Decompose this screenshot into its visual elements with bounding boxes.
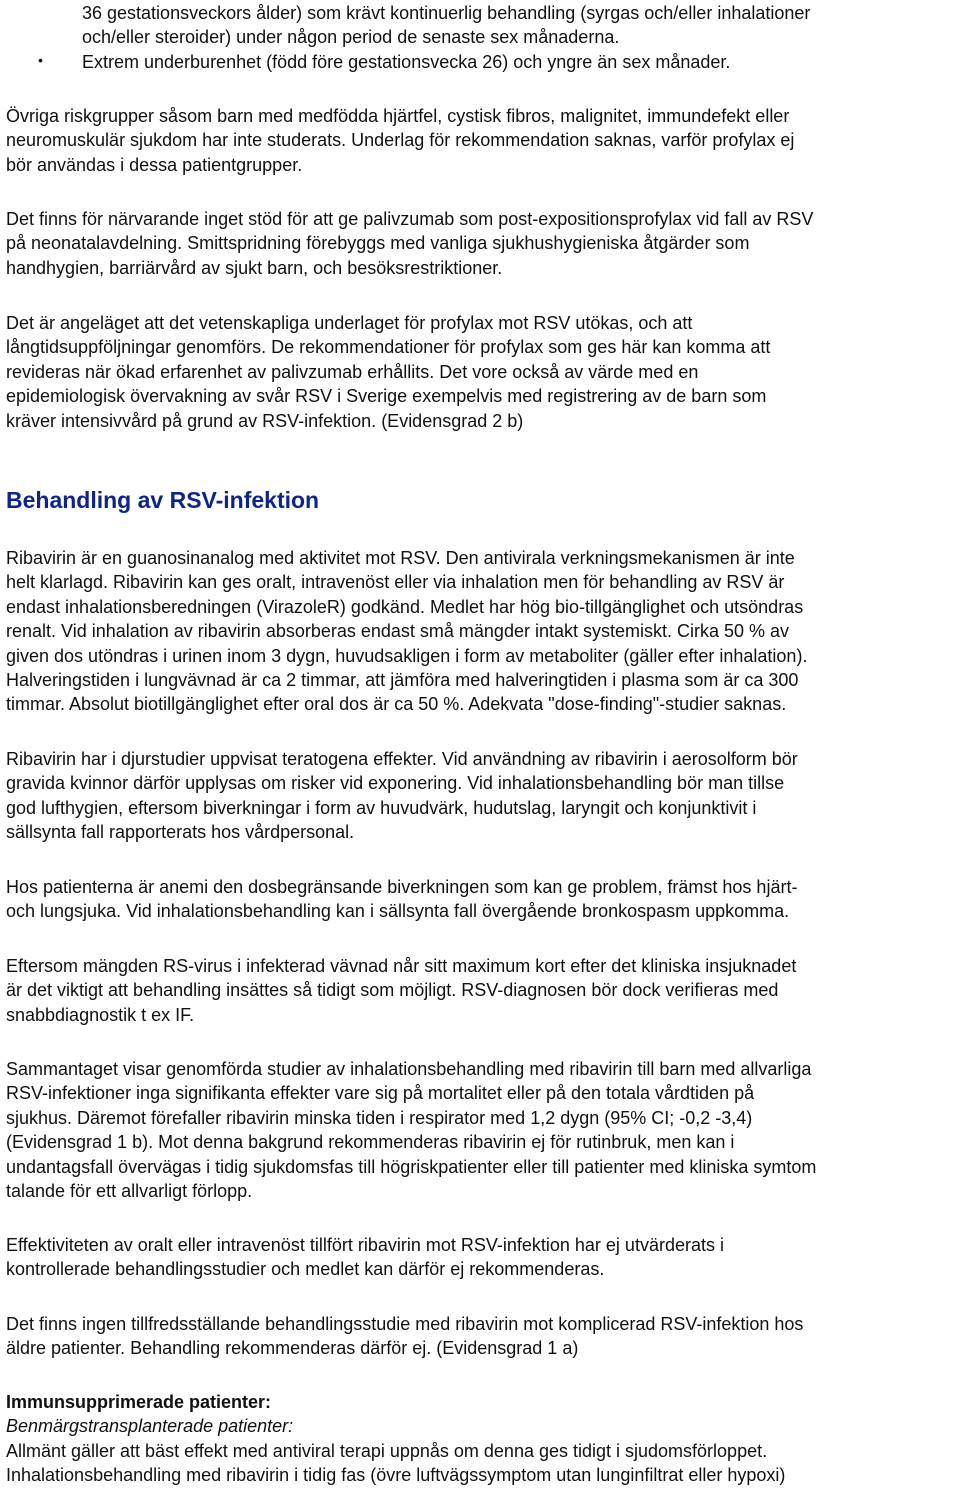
text-line: revideras när ökad erfarenhet av palivzumab erhållits. Det vore också av värde med en (6, 361, 699, 382)
text-line: handhygien, barriärvård av sjukt barn, och besöksrestriktioner. (6, 257, 503, 278)
paragraph-teratogen (6, 747, 798, 845)
text-line: kontrollerade behandlingsstudier och medlet kan därför ej rekommenderas. (6, 1259, 605, 1280)
text-line: Sammantaget visar genomförda studier av inhalationsbehandling med ribavirin till barn med allvarliga (6, 1059, 812, 1079)
text-line: Halveringstiden i lungvävnad är ca 2 timmar, att jämföra med halveringtiden i plasma som är ca 300 (6, 670, 799, 691)
text-line: 36 gestationsveckors ålder) som krävt kontinuerlig behandling (syrgas och/eller inhalationer (82, 3, 811, 23)
text-line: och/eller steroider) under någon period de senaste sex månaderna. (82, 27, 620, 48)
text-line: och lungsjuka. Vid inhalationsbehandling kan i sällsynta fall övergående bronkospasm uppkomma. (6, 901, 790, 922)
bullet-list-item (38, 50, 731, 74)
section-immunosuppressed (6, 1390, 785, 1488)
text-line: Det är angeläget att det vetenskapliga underlaget för profylax mot RSV utökas, och att (6, 313, 693, 333)
text-line: endast inhalationsberedningen (VirazoleR) godkänd. Medlet har hög bio-tillgänglighet och utsöndras (6, 596, 804, 617)
text-line: sällsynta fall rapporterats hos vårdpersonal. (6, 822, 355, 843)
paragraph-neonatal (6, 207, 813, 280)
text-line: Ribavirin är en guanosinanalog med aktivitet mot RSV. Den antivirala verkningsmekanismen är inte (6, 548, 795, 568)
text-line: långtidsuppföljningar genomförs. De rekommendationer för profylax som ges här kan komma att (6, 337, 771, 358)
text-line: renalt. Vid inhalation av ribavirin absorberas endast små mängder intakt systemiskt. Cirka 50 % av (6, 621, 790, 642)
text-line: Allmänt gäller att bäst effekt med antiviral terapi uppnås om denna ges tidigt i sjudomsförloppet. (6, 1440, 768, 1461)
text-line: RSV-infektioner inga signifikanta effekter vare sig på mortalitet eller på den totala vårdtiden på (6, 1083, 755, 1104)
text-line: god lufthygien, eftersom biverkningar i form av huvudvärk, hudutslag, laryngit och konjunktivit i (6, 797, 757, 818)
text-line: sjukhus. Däremot förefaller ribavirin minska tiden i respirator med 1,2 dygn (95% CI; -0,2 -3,4) (6, 1107, 753, 1128)
paragraph-other-risk-groups (6, 104, 794, 177)
text-line: neuromuskulär sjukdom har inte studerats. Underlag för rekommendation saknas, varför profylax ej (6, 130, 795, 151)
bullet-icon: • (38, 52, 43, 68)
text-line: helt klarlagd. Ribavirin kan ges oralt, intravenöst eller via inhalation men för behandling av RSV är (6, 572, 785, 593)
text-line: Det finns ingen tillfredsställande behandlingsstudie med ribavirin mot komplicerad RSV-infektion hos (6, 1314, 804, 1334)
text-line: Eftersom mängden RS-virus i infekterad vävnad når sitt maximum kort efter det kliniska insjuknadet (6, 956, 797, 976)
text-line: Effektiviteten av oralt eller intravenöst tillfört ribavirin mot RSV-infektion har ej utvärderats i (6, 1235, 724, 1255)
text-line: given dos utöndras i urinen inom 3 dygn, huvudsakligen i form av metaboliter (gäller efter inhalation). (6, 645, 808, 666)
paragraph-timing (6, 954, 796, 1027)
text-line: äldre patienter. Behandling rekommenderas därför ej. (Evidensgrad 1 a) (6, 1338, 579, 1359)
text-line: snabbdiagnostik t ex IF. (6, 1004, 195, 1025)
text-line: epidemiologisk övervakning av svår RSV i Sverige exempelvis med registrering av de barn som (6, 386, 767, 407)
text-line: kräver intensivvård på grund av RSV-infektion. (Evidensgrad 2 b) (6, 410, 524, 431)
text-line: Extrem underburenhet (född före gestationsvecka 26) och yngre än sex månader. (82, 52, 731, 72)
paragraph-summary (6, 1057, 816, 1203)
text-line: bör användas i dessa patientgrupper. (6, 154, 303, 175)
section-heading: Behandling av RSV-infektion (6, 487, 320, 513)
text-line: Övriga riskgrupper såsom barn med medfödda hjärtfel, cystisk fibros, malignitet, immundefekt eller (6, 106, 790, 126)
continued-list-item (82, 1, 810, 50)
text-line: talande för ett allvarligt förlopp. (6, 1181, 253, 1202)
paragraph-elderly (6, 1312, 803, 1361)
text-line: Ribavirin har i djurstudier uppvisat teratogena effekter. Vid användning av ribavirin i aerosolform bör (6, 749, 798, 769)
paragraph-oral (6, 1233, 724, 1282)
text-line: är det viktigt att behandling insättes så tidigt som möjligt. RSV-diagnosen bör dock verifieras med (6, 980, 779, 1001)
subheading-immunosuppressed: Immunsupprimerade patienter: (6, 1392, 272, 1412)
text-line: Inhalationsbehandling med ribavirin i tidig fas (övre luftvägssymptom utan lunginfiltrat eller hypoxi) (6, 1465, 786, 1486)
text-line: Det finns för närvarande inget stöd för att ge palivzumab som post-expositionsprofylax vid fall av RSV (6, 209, 814, 229)
text-line: på neonatalavdelning. Smittspridning förebyggs med vanliga sjukhushygieniska åtgärder som (6, 233, 750, 254)
text-line: timmar. Absolut biotillgänglighet efter oral dos är ca 50 %. Adekvata "dose-finding"-studier saknas. (6, 694, 787, 715)
paragraph-ribavirin (6, 546, 807, 717)
paragraph-anemia (6, 875, 797, 924)
text-line: (Evidensgrad 1 b). Mot denna bakgrund rekommenderas ribavirin ej för rutinbruk, men kan i (6, 1132, 735, 1153)
subheading-bmt: Benmärgstransplanterade patienter: (6, 1416, 294, 1437)
text-line: gravida kvinnor därför upplysas om risker vid exponering. Vid inhalationsbehandling bör man tillse (6, 773, 785, 794)
text-line: Hos patienterna är anemi den dosbegränsande biverkningen som kan ge problem, främst hos hjärt- (6, 877, 798, 897)
paragraph-evidence (6, 311, 770, 433)
text-line: undantagsfall övervägas i tidig sjukdomsfas till högriskpatienter eller till patienter med kliniska symtom (6, 1156, 817, 1177)
